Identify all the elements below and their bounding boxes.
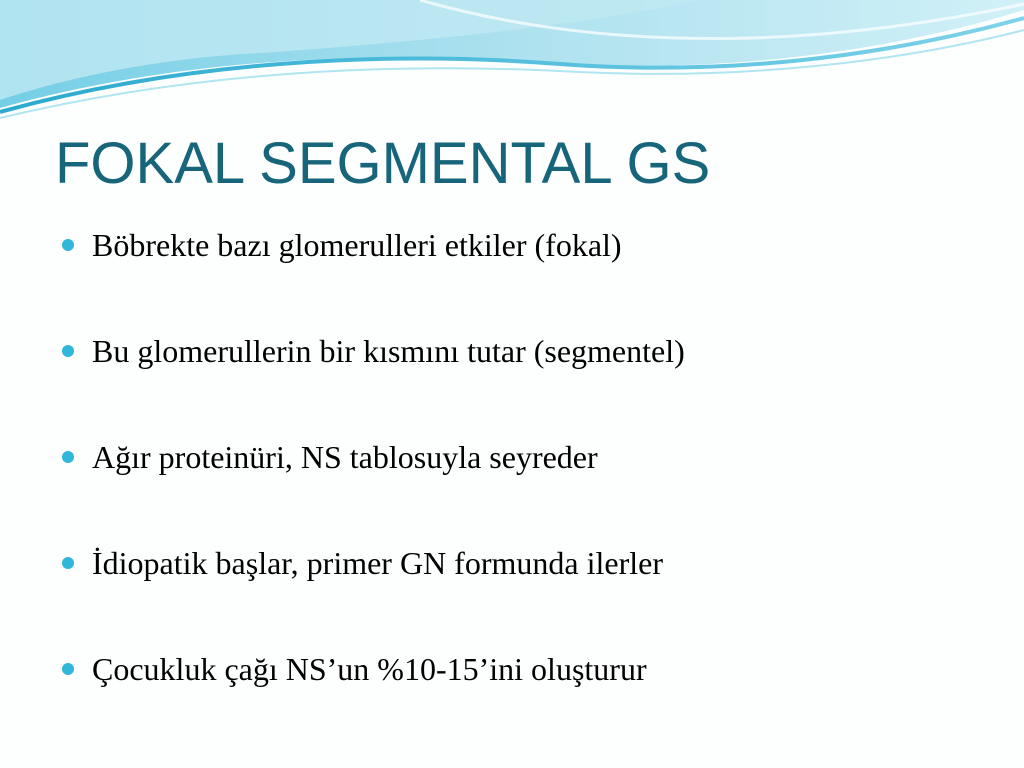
bullet-item	[62, 642, 1002, 748]
bullet-marker-icon	[62, 239, 74, 251]
bullet-marker-icon	[62, 345, 74, 357]
bullet-text: Çocukluk çağı NS’un %10-15’ini oluşturur	[92, 651, 647, 687]
bullet-item	[62, 324, 1002, 430]
bullet-item	[62, 218, 1002, 324]
bullet-text: Böbrekte bazı glomerulleri etkiler (fokal)	[92, 227, 622, 263]
bullet-list	[62, 218, 1002, 748]
header-wave-decoration	[0, 0, 1024, 130]
bullet-text: Bu glomerullerin bir kısmını tutar (segmentel)	[92, 333, 685, 369]
bullet-text: İdiopatik başlar, primer GN formunda ilerler	[92, 545, 663, 581]
bullet-marker-icon	[62, 451, 74, 463]
bullet-marker-icon	[62, 663, 74, 675]
bullet-item	[62, 536, 1002, 642]
slide-title: FOKAL SEGMENTAL GS	[55, 131, 711, 196]
bullet-item	[62, 430, 1002, 536]
bullet-text: Ağır proteinüri, NS tablosuyla seyreder	[92, 439, 598, 475]
bullet-marker-icon	[62, 557, 74, 569]
